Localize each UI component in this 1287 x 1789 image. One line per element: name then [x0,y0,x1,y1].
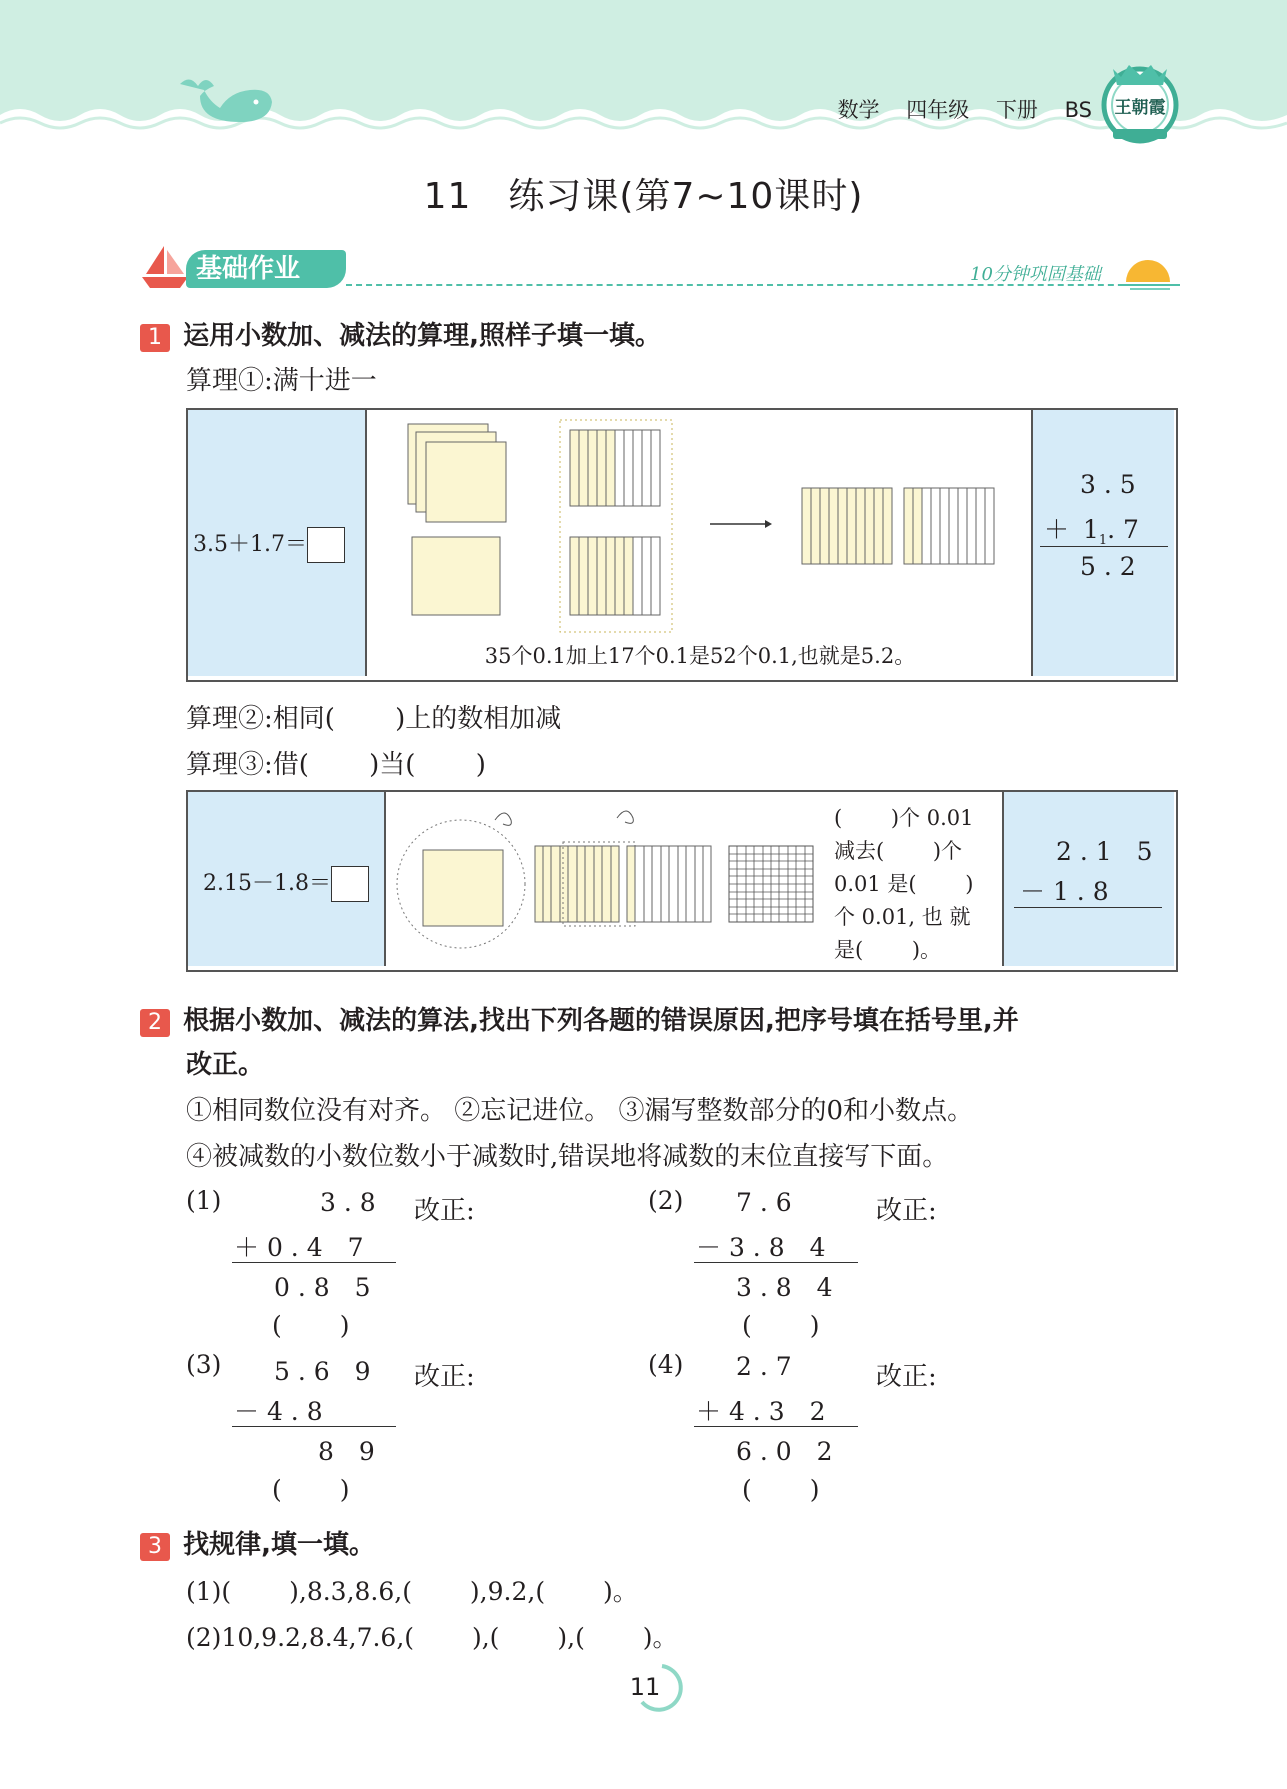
problem-row2: ＋ 0 . 4 7 [234,1233,364,1262]
box2-text-line: 是( )。 [834,938,942,962]
problem-row1: 7 . 6 [736,1188,792,1217]
q1-number: 1 [140,324,170,352]
brand-seal-logo [1101,59,1179,149]
fix-label: 改正: [414,1362,475,1392]
problem-label: (1) [186,1186,222,1215]
box2-calc-line [1014,907,1162,908]
q1-heading [140,315,661,352]
q3-line2: (2)10,9.2,8.4,7.6,( ),( ),( )。 [186,1623,678,1652]
problem-reason-blank[interactable]: ( ) [742,1311,820,1340]
problem-line [694,1262,858,1263]
q3-title: 找规律,填一填。 [183,1530,375,1560]
problem-label: (4) [648,1350,684,1379]
calc-digit: 1 [1082,515,1099,544]
sunrise-icon [1120,252,1180,292]
fix-label: 改正: [876,1196,937,1226]
problem-result: 0 . 8 5 [274,1273,371,1302]
box2-description [834,802,994,967]
q1-title: 运用小数加、减法的算理,照样子填一填。 [183,321,661,351]
box1-calc-row2 [1044,510,1139,548]
calc-digits: . 7 [1107,515,1139,544]
box2-calc-row1: 2 . 1 5 [1056,837,1153,866]
problem-row2: ＋ 4 . 3 2 [696,1397,826,1426]
result-strip-full [802,488,892,564]
box2-decimal-model [395,800,825,964]
box1-expr-text: 3.5＋1.7＝ [193,532,307,557]
q2-heading [140,1000,1019,1037]
result-strip-partial [904,488,994,564]
q1-rule1: 算理①:满十进一 [186,366,377,396]
subject-label: 数学 [837,98,880,122]
problem-reason-blank[interactable]: ( ) [742,1475,820,1504]
book-meta [818,94,1092,124]
q3-heading [140,1524,375,1561]
problem-row1: 5 . 6 9 [274,1357,371,1386]
q1-rule3: 算理③:借( )当( ) [186,750,486,780]
problem-result: 3 . 8 4 [736,1273,833,1302]
box2-answer-input[interactable] [331,866,369,902]
problem-label: (2) [648,1186,684,1215]
box2-expr-text: 2.15－1.8＝ [203,871,331,896]
box1-answer-input[interactable] [307,527,345,563]
box1-calc-line [1040,546,1168,547]
box2-expression [203,866,369,902]
q2-reasons-line2: ④被减数的小数位数小于减数时,错误地将减数的末位直接写下面。 [186,1142,949,1172]
box1-decimal-model [370,412,1030,642]
box2-calc-row2: － 1 . 8 [1020,877,1109,906]
svg-text:王朝霞: 王朝霞 [1114,98,1166,118]
problem-row1: 2 . 7 [736,1352,792,1381]
tenths-strip-1 [570,430,660,506]
problem-line [232,1426,396,1427]
q2-title-line2: 改正。 [186,1050,265,1080]
fix-label: 改正: [876,1362,937,1392]
section-note: 10分钟巩固基础 [970,264,1101,285]
problem-row1: 3 . 8 [320,1188,376,1217]
lesson-title: 11 练习课(第7~10课时) [423,176,864,217]
box2-text-line: 0.01 是( ) [834,872,974,896]
box2-text-line: 减去( )个 [834,839,963,863]
q1-rule2: 算理②:相同( )上的数相加减 [186,704,562,734]
box2-text-line: 个 0.01, 也 就 [834,905,971,929]
q2-number: 2 [140,1009,170,1037]
q2-title-line1: 根据小数加、减法的算法,找出下列各题的错误原因,把序号填在括号里,并 [183,1006,1019,1036]
q3-number: 3 [140,1533,170,1561]
fix-label: 改正: [414,1196,475,1226]
volume-label: 下册 [995,98,1038,122]
q3-line1: (1)( ),8.3,8.6,( ),9.2,( )。 [186,1577,638,1606]
hundredths-grid [729,846,813,922]
grade-label: 四年级 [906,98,970,122]
box1-caption: 35个0.1加上17个0.1是52个0.1,也就是5.2。 [484,644,916,668]
problem-reason-blank[interactable]: ( ) [272,1311,350,1340]
problem-result: 8 9 [318,1437,375,1466]
plus-sign: ＋ [1044,515,1070,544]
problem-line [694,1426,858,1427]
problem-row2: － 4 . 8 [234,1397,323,1426]
carry-mark: 1 [1098,533,1108,548]
box2-text-line: ( )个 0.01 [834,806,974,830]
section-banner: 基础作业 [186,250,346,288]
whale-icon [170,72,280,132]
problem-row2: － 3 . 8 4 [696,1233,826,1262]
q2-reasons-line1: ①相同数位没有对齐。 ②忘记进位。 ③漏写整数部分的0和小数点。 [186,1096,974,1126]
box1-calc-row1: 3 . 5 [1080,470,1136,499]
edition-label: BS [1064,98,1092,122]
box1-calc-result: 5 . 2 [1080,552,1136,581]
problem-line [232,1262,396,1263]
sailboat-icon [140,244,190,290]
problem-result: 6 . 0 2 [736,1437,833,1466]
problem-reason-blank[interactable]: ( ) [272,1475,350,1504]
problem-label: (3) [186,1350,222,1379]
page-number: 11 [629,1673,661,1701]
tenths-strip-2 [570,537,660,615]
box1-expression [193,527,345,563]
